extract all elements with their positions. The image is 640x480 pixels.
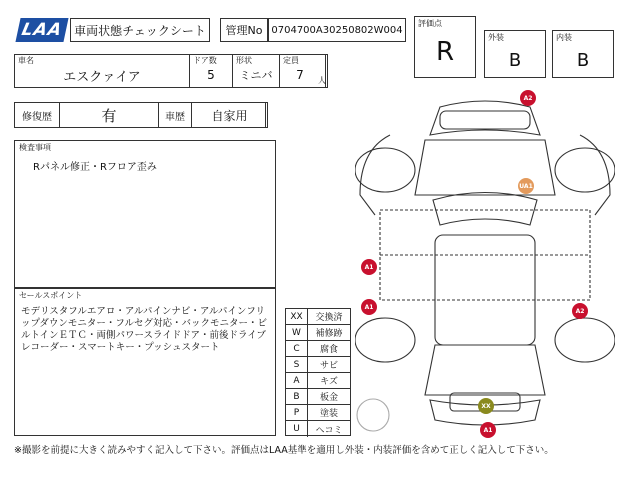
- legend-row: [286, 405, 350, 421]
- legend-code: P: [286, 405, 308, 420]
- capacity-label: 定員: [283, 56, 299, 65]
- wheel-front-right: [555, 148, 615, 192]
- legend-desc: 補修跡: [315, 329, 343, 339]
- wheel-rear-right: [555, 318, 615, 362]
- score-label: 評価点: [418, 19, 442, 28]
- legend-row: [286, 309, 350, 325]
- exterior-label: 外装: [488, 33, 504, 42]
- legend-row: [286, 357, 350, 373]
- mgmt-value: 0704700A30250802W004: [268, 18, 406, 42]
- score-box: [414, 16, 476, 78]
- front-grille-outline: [440, 111, 530, 129]
- selling-points-text: モデリスタフルエアロ・アルパインナビ・アルパインフリップダウンモニター・フルセグ対応・バックモニター・ビルトインＥＴＣ・両側パワースライドドア・前後ドライブレコーダー・スマートキー・プッシュスタート: [21, 306, 267, 353]
- vehicle-name-cell: [14, 54, 190, 88]
- capacity-cell: [279, 54, 328, 88]
- legend-desc: 腐食: [319, 345, 338, 355]
- laa-logo: LAA: [15, 18, 68, 42]
- legend-row: [286, 325, 350, 341]
- damage-marker: A1: [480, 422, 496, 438]
- fender-front-left: [360, 135, 390, 215]
- exterior-value: B: [508, 49, 522, 71]
- damage-marker: A2: [572, 303, 588, 319]
- legend-code: XX: [286, 309, 308, 324]
- hood-outline: [415, 140, 555, 195]
- legend-desc: ヘコミ: [315, 425, 343, 436]
- usage-label: 車歴: [158, 102, 192, 128]
- windshield-outline: [433, 193, 537, 226]
- rear-window-outline: [425, 345, 545, 395]
- capacity-value: 7: [296, 68, 304, 82]
- doors-cell: [189, 54, 233, 88]
- legend-code: W: [286, 325, 308, 340]
- damage-marker: A1: [361, 259, 377, 275]
- selling-points-section: [14, 288, 276, 436]
- footer-note: ※撮影を前提に大きく読みやすく記入して下さい。評価点はLAA基準を適用し外装・内装評価を含めて正しく記入して下さい。: [14, 445, 554, 456]
- damage-legend: [285, 308, 351, 436]
- doors-value: 5: [207, 68, 215, 82]
- legend-row: [286, 373, 350, 389]
- legend-desc: 塗装: [319, 409, 338, 419]
- repair-value: 有: [59, 102, 159, 128]
- vehicle-name-value: エスクァイア: [63, 69, 141, 85]
- capacity-unit: 人: [318, 76, 326, 85]
- inspection-text: Rパネル修正・Rフロア歪み: [33, 162, 157, 173]
- score-value: R: [435, 37, 455, 67]
- roof-outline: [435, 235, 535, 345]
- legend-row: [286, 421, 350, 437]
- legend-code: C: [286, 341, 308, 356]
- damage-marker: XX: [478, 398, 494, 414]
- fender-front-right: [580, 135, 610, 215]
- exterior-box: [484, 30, 546, 78]
- legend-desc: キズ: [320, 377, 338, 387]
- damage-marker: A2: [520, 90, 536, 106]
- wheel-rear-left: [355, 318, 415, 362]
- inspection-section: [14, 140, 276, 288]
- doors-label: ドア数: [193, 56, 217, 65]
- interior-label: 内装: [556, 33, 572, 42]
- legend-row: [286, 389, 350, 405]
- shape-cell: [232, 54, 280, 88]
- vehicle-name-label: 車名: [18, 56, 34, 65]
- front-bumper-outline: [430, 101, 540, 135]
- interior-box: [552, 30, 614, 78]
- selling-points-label: セールスポイント: [19, 291, 83, 300]
- legend-code: U: [286, 421, 308, 437]
- legend-code: B: [286, 389, 308, 404]
- legend-code: S: [286, 357, 308, 372]
- legend-row: [286, 341, 350, 357]
- history-row: [14, 102, 266, 128]
- sheet-title: 車両状態チェックシート: [70, 18, 210, 42]
- usage-value: 自家用: [191, 102, 268, 128]
- interior-value: B: [576, 49, 590, 71]
- damage-marker: UA1: [518, 178, 534, 194]
- car-diagram: [355, 95, 615, 445]
- inspection-label: 検査事項: [19, 143, 51, 152]
- legend-desc: 交換済: [315, 313, 343, 323]
- legend-desc: サビ: [319, 361, 338, 371]
- legend-code: A: [286, 373, 308, 388]
- repair-label: 修復歴: [14, 102, 60, 128]
- shape-label: 形状: [236, 56, 252, 65]
- damage-marker: A1: [361, 299, 377, 315]
- spare-tire-outline: [357, 399, 389, 431]
- legend-desc: 板金: [319, 393, 338, 403]
- shape-value: ミニバ: [239, 69, 273, 82]
- mgmt-label: 管理No: [220, 18, 268, 42]
- vehicle-row: [14, 54, 326, 88]
- wheel-front-left: [355, 148, 415, 192]
